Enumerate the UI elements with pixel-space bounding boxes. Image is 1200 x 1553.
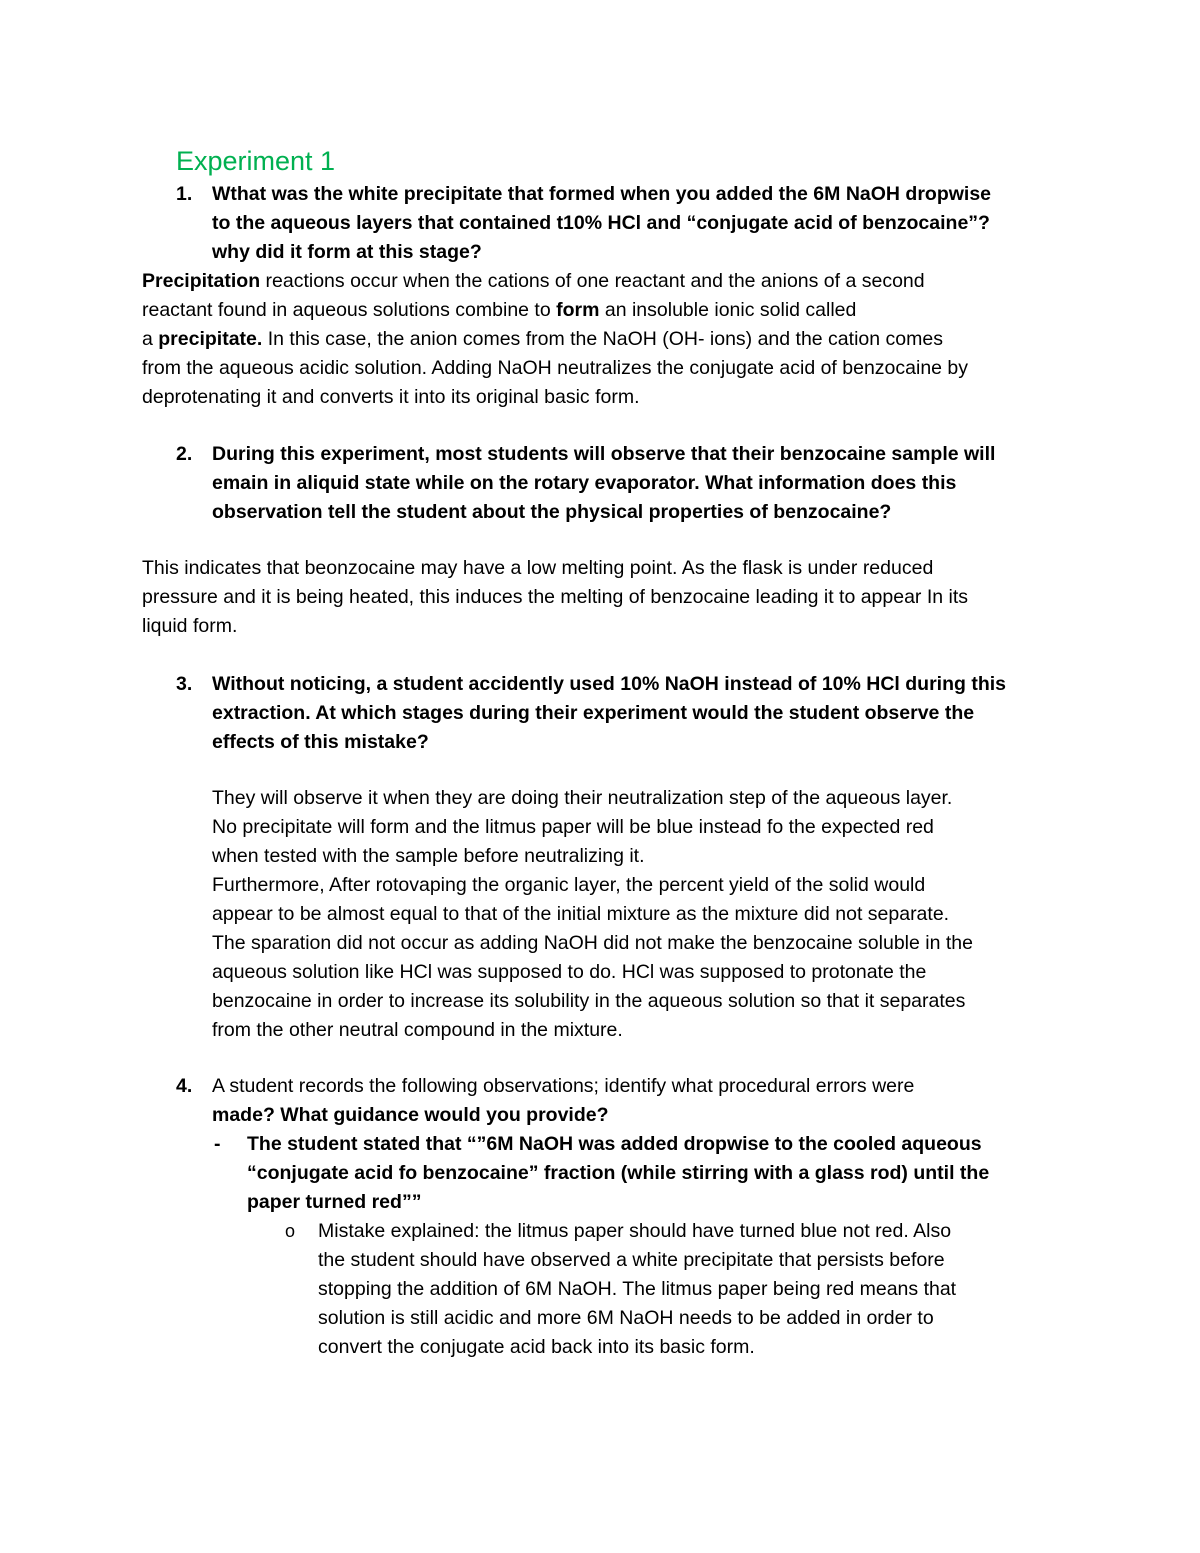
dash-bullet: - bbox=[214, 1133, 221, 1155]
question-2-number: 2. bbox=[176, 443, 193, 465]
mistake-line: stopping the addition of 6M NaOH. The litmus paper being red means that bbox=[318, 1278, 957, 1300]
answer-3-line: aqueous solution like HCl was supposed to do. HCl was supposed to protonate the bbox=[212, 961, 927, 983]
answer-1-line: reactant found in aqueous solutions combine to form an insoluble ionic solid called bbox=[142, 299, 857, 321]
question-3-line: Without noticing, a student accidently used 10% NaOH instead of 10% HCl during this bbox=[212, 673, 1006, 695]
answer-3 bbox=[212, 784, 973, 1045]
student-statement bbox=[247, 1130, 989, 1217]
mistake-line: the student should have observed a white precipitate that persists before bbox=[318, 1249, 945, 1271]
question-4-line: A student records the following observations; identify what procedural errors were bbox=[212, 1075, 915, 1097]
question-3-text bbox=[212, 670, 1006, 757]
mistake-line: Mistake explained: the litmus paper should have turned blue not red. Also bbox=[318, 1220, 952, 1242]
question-3-line: extraction. At which stages during their experiment would the student observe the bbox=[212, 702, 975, 724]
question-3-number: 3. bbox=[176, 673, 193, 695]
question-2-text bbox=[212, 440, 995, 527]
question-1-text bbox=[212, 180, 991, 267]
answer-3-line: They will observe it when they are doing their neutralization step of the aqueous layer. bbox=[212, 787, 953, 809]
mistake-line: convert the conjugate acid back into its basic form. bbox=[318, 1336, 755, 1358]
question-1-line: Wthat was the white precipitate that formed when you added the 6M NaOH dropwise bbox=[212, 183, 992, 205]
answer-2 bbox=[142, 554, 968, 641]
question-1-number: 1. bbox=[176, 183, 193, 205]
mistake-explanation bbox=[318, 1217, 956, 1362]
answer-3-line: when tested with the sample before neutralizing it. bbox=[212, 845, 645, 867]
student-statement-line: The student stated that “”6M NaOH was added dropwise to the cooled aqueous bbox=[247, 1133, 982, 1155]
answer-3-line: No precipitate will form and the litmus paper will be blue instead fo the expected red bbox=[212, 816, 934, 838]
answer-3-line: from the other neutral compound in the mixture. bbox=[212, 1019, 623, 1041]
question-3-line: effects of this mistake? bbox=[212, 731, 429, 753]
answer-2-line: liquid form. bbox=[142, 615, 238, 637]
page-title: Experiment 1 bbox=[176, 146, 336, 176]
answer-1-line: a precipitate. In this case, the anion comes from the NaOH (OH- ions) and the cation comes bbox=[142, 328, 943, 350]
answer-2-line: This indicates that beonzocaine may have a low melting point. As the flask is under reduced bbox=[142, 557, 934, 579]
question-2-line: emain in aliquid state while on the rotary evaporator. What information does this bbox=[212, 472, 957, 494]
answer-3-line: The sparation did not occur as adding NaOH did not make the benzocaine soluble in the bbox=[212, 932, 973, 954]
question-4-line: made? What guidance would you provide? bbox=[212, 1104, 609, 1126]
question-4-text bbox=[212, 1072, 914, 1130]
answer-3-line: benzocaine in order to increase its solubility in the aqueous solution so that it separates bbox=[212, 990, 966, 1012]
question-4-number: 4. bbox=[176, 1075, 193, 1097]
question-1-line: why did it form at this stage? bbox=[212, 241, 482, 263]
mistake-line: solution is still acidic and more 6M NaOH needs to be added in order to bbox=[318, 1307, 934, 1329]
answer-3-line: Furthermore, After rotovaping the organic layer, the percent yield of the solid would bbox=[212, 874, 926, 896]
circle-bullet: o bbox=[285, 1221, 296, 1241]
student-statement-line: “conjugate acid fo benzocaine” fraction (while stirring with a glass rod) until the bbox=[247, 1162, 990, 1184]
question-2-line: During this experiment, most students will observe that their benzocaine sample will bbox=[212, 443, 996, 465]
question-2-line: observation tell the student about the physical properties of benzocaine? bbox=[212, 501, 892, 523]
answer-2-line: pressure and it is being heated, this induces the melting of benzocaine leading it to appear In its bbox=[142, 586, 969, 608]
answer-3-line: appear to be almost equal to that of the initial mixture as the mixture did not separate. bbox=[212, 903, 950, 925]
answer-1-line: Precipitation reactions occur when the cations of one reactant and the anions of a second bbox=[142, 270, 925, 292]
student-statement-line: paper turned red”” bbox=[247, 1191, 422, 1213]
answer-1-line: from the aqueous acidic solution. Adding NaOH neutralizes the conjugate acid of benzocaine by bbox=[142, 357, 969, 379]
answer-1 bbox=[142, 267, 968, 412]
answer-1-line: deprotenating it and converts it into its original basic form. bbox=[142, 386, 640, 408]
question-1-line: to the aqueous layers that contained t10% HCl and “conjugate acid of benzocaine”? bbox=[212, 212, 990, 234]
